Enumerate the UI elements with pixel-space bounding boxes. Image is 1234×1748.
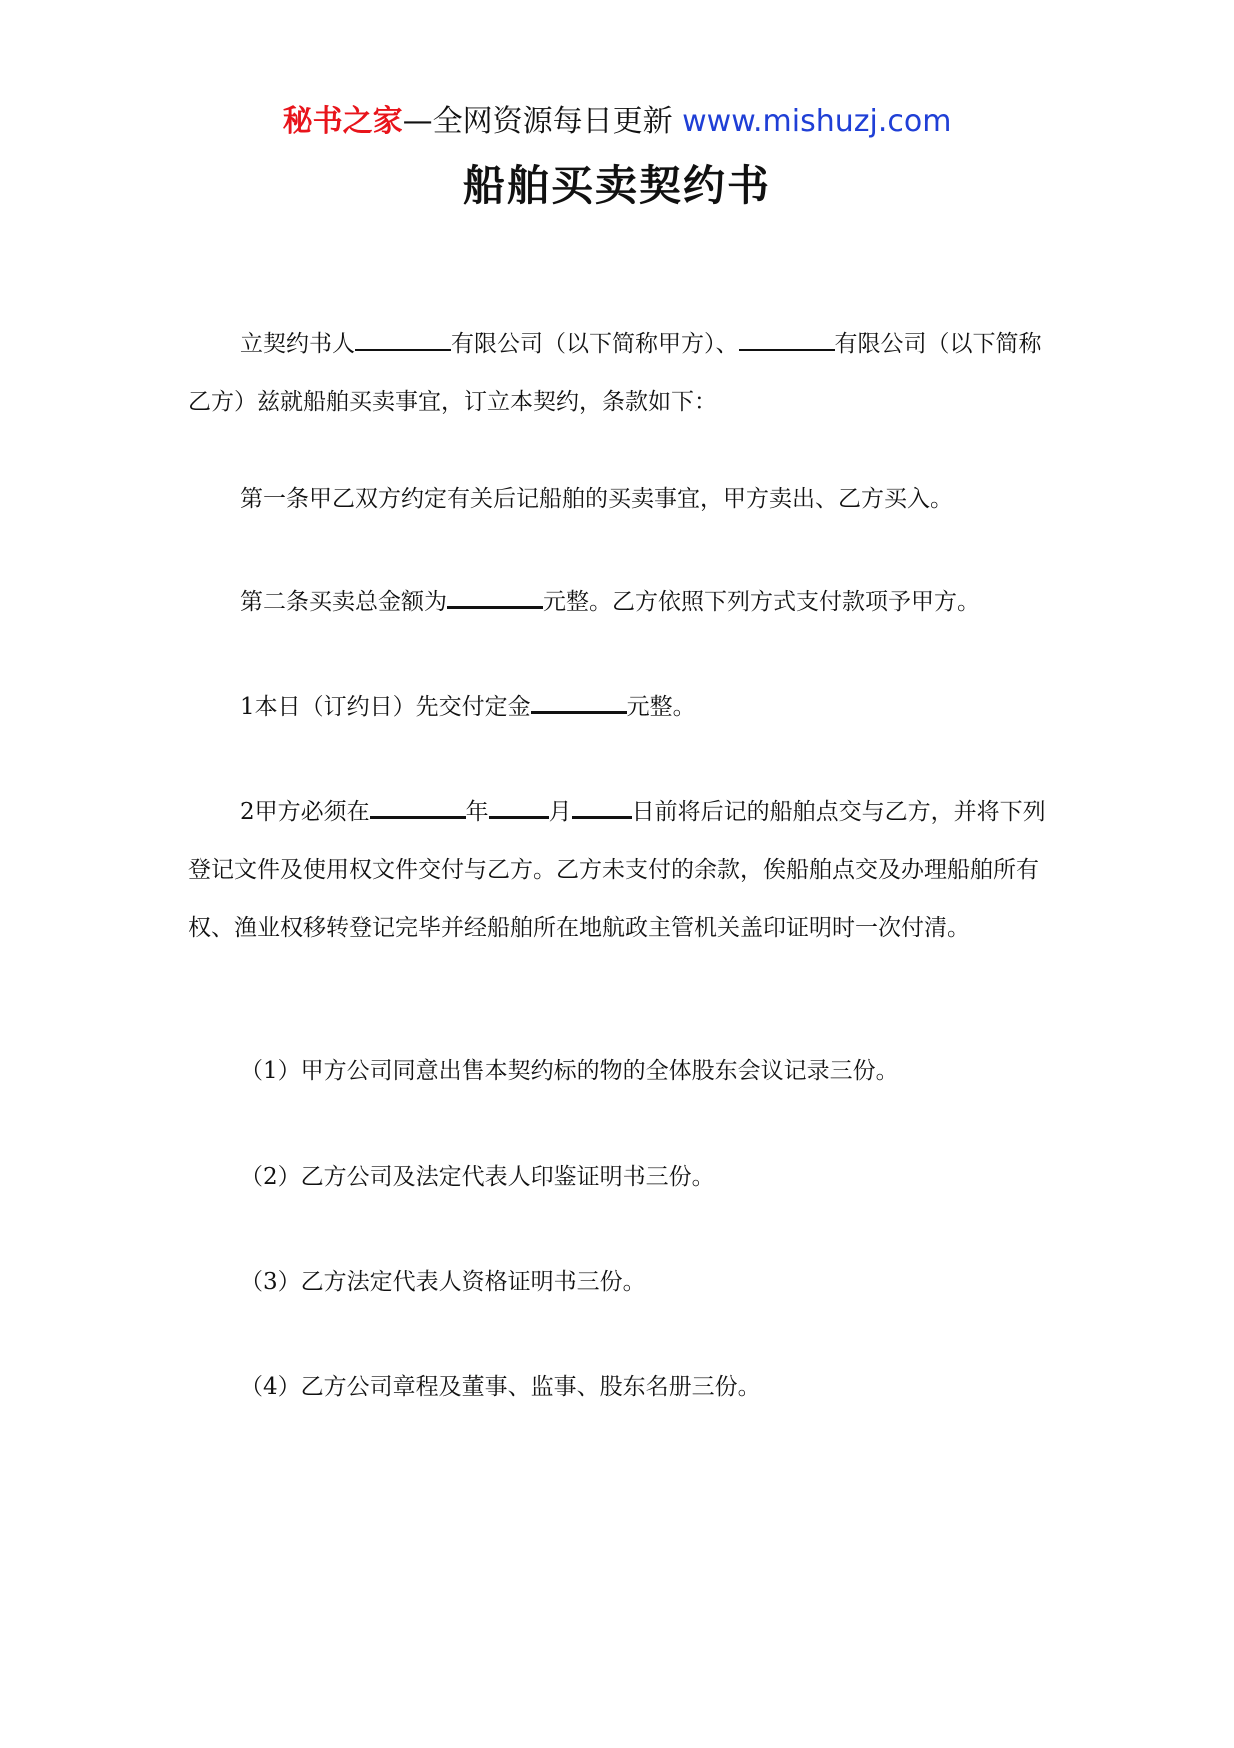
site-header (0, 102, 1234, 142)
blank-deposit-amount (531, 687, 627, 714)
paragraph-deposit (188, 678, 1048, 736)
delivery-text-month: 月 (548, 799, 572, 825)
blank-month (489, 792, 549, 819)
list-item-4: （4）乙方公司章程及董事、监事、股东名册三份。 (240, 1374, 761, 1400)
parties-text-b: 有限公司（以下简称甲方）、 (451, 331, 739, 357)
blank-total-amount (447, 582, 543, 609)
blank-party-b (739, 325, 835, 351)
list-item-2: （2）乙方公司及法定代表人印鉴证明书三份。 (240, 1164, 715, 1190)
list-item-1: （1）甲方公司同意出售本契约标的物的全体股东会议记录三份。 (240, 1058, 899, 1084)
blank-party-a (355, 325, 451, 351)
article-2-text-b: 元整。乙方依照下列方式支付款项予甲方。 (543, 589, 980, 615)
parties-text-c: 有限公司（以下简称乙方）兹就船舶买卖事宜，订立本契约，条款如下： (188, 331, 1042, 415)
deposit-text-b: 元整。 (626, 694, 696, 720)
site-url-link[interactable]: www.mishuzj.com (682, 104, 952, 139)
list-item-3: （3）乙方法定代表人资格证明书三份。 (240, 1269, 646, 1295)
paragraph-delivery (188, 783, 1048, 957)
blank-year (370, 792, 466, 819)
brand-name: 秘书之家 (282, 104, 403, 139)
delivery-text-d: 日前将后记的船舶点交与乙方，并将下列登记文件及使用权文件交付与乙方。乙方未支付的余款，俟船舶点交及办理船舶所有权、渔业权移转登记完毕并经船舶所在地航政主管机关盖印证明时一次付清。 (188, 799, 1046, 941)
delivery-text-a: 2甲方必须在 (240, 799, 370, 825)
header-slogan: —全网资源每日更新 (402, 104, 673, 139)
parties-text-a: 立契约书人 (240, 331, 355, 357)
blank-day (572, 792, 632, 819)
paragraph-article-1: 第一条甲乙双方约定有关后记船舶的买卖事宜，甲方卖出、乙方买入。 (240, 486, 953, 512)
deposit-text-a: 1本日（订约日）先交付定金 (240, 694, 531, 720)
paragraph-parties (188, 315, 1048, 431)
paragraph-article-2 (188, 573, 1048, 631)
document-title: 船舶买卖契约书 (462, 161, 771, 210)
article-2-text-a: 第二条买卖总金额为 (240, 589, 447, 615)
delivery-text-year: 年 (465, 799, 489, 825)
